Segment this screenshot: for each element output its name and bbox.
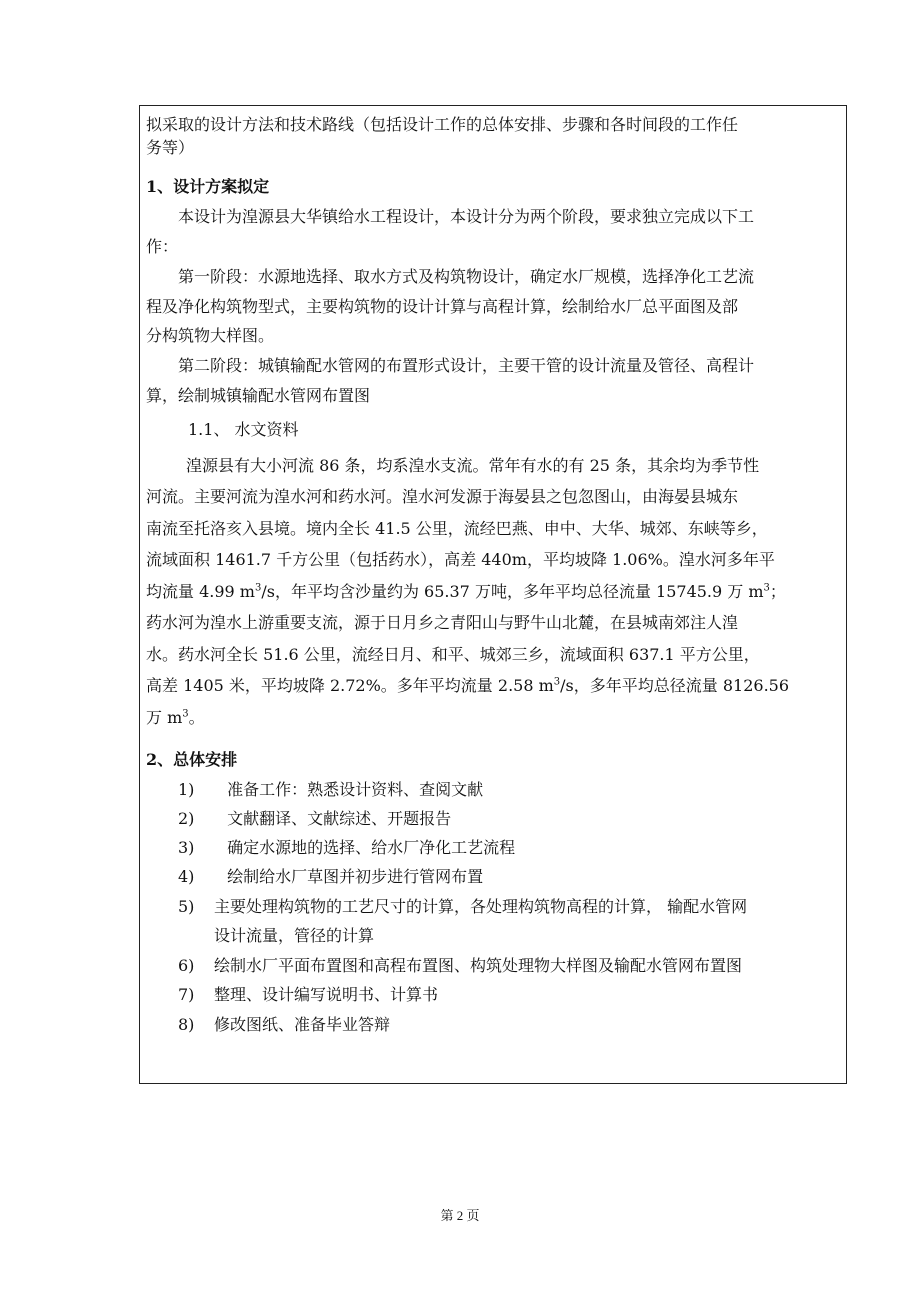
hydro-line-9: 万 $m^3$。 (146, 708, 205, 727)
list-item-5-cont: 设计流量，管径的计算 (214, 926, 375, 945)
hydro-line-7: 水。药水河全长 51.6 公里，流经日月、和平、城郊三乡，流域面积 637.1 平方公里， (146, 645, 760, 664)
intro-line-2: 作： (146, 237, 179, 256)
list-item-5: 5) 主要处理构筑物的工艺尺寸的计算，各处理构筑物高程的计算， 输配水管网 (178, 897, 748, 916)
stage2-line-1: 第二阶段：城镇输配水管网的布置形式设计，主要干管的设计流量及管径、高程计 (178, 356, 755, 375)
stage2-line-2: 算，绘制城镇输配水管网布置图 (146, 386, 371, 405)
list-item-7: 7) 整理、设计编写说明书、计算书 (178, 985, 439, 1004)
list-item-8: 8) 修改图纸、准备毕业答辩 (178, 1015, 391, 1034)
hydro-line-5: 均流量 4.99 $m^3/s$，年平均含沙量约为 65.37 万吨，多年平均总径流量 15745.9 万 $m^3$； (146, 582, 786, 601)
list-item-2: 2) 文献翻译、文献综述、开题报告 (178, 809, 452, 828)
intro-line-1: 本设计为湟源县大华镇给水工程设计，本设计分为两个阶段，要求独立完成以下工 (178, 207, 755, 226)
list-item-6: 6) 绘制水厂平面布置图和高程布置图、构筑处理物大样图及输配水管网布置图 (178, 956, 743, 975)
hydro-line-8: 高差 1405 米，平均坡降 2.72%。多年平均流量 2.58 $m^3/s$，多年平均总径流量 8126.56 (146, 676, 790, 695)
hydro-line-2: 河流。主要河流为湟水河和药水河。湟水河发源于海晏县之包忽图山，由海晏县城东 (146, 487, 739, 506)
table-header-line-2: 务等） (146, 138, 195, 157)
stage1-line-2: 程及净化构筑物型式，主要构筑物的设计计算与高程计算，绘制给水厂总平面图及部 (146, 297, 739, 316)
hydro-line-4: 流域面积 1461.7 千方公里（包括药水），高差 440m，平均坡降 1.06%。湟水河多年平 (146, 550, 775, 569)
section-2-title: 2、总体安排 (146, 750, 238, 769)
list-item-3: 3) 确定水源地的选择、给水厂净化工艺流程 (178, 838, 516, 857)
stage1-line-3: 分构筑物大样图。 (146, 326, 275, 345)
stage1-line-1: 第一阶段：水源地选择、取水方式及构筑物设计，确定水厂规模，选择净化工艺流 (178, 267, 755, 286)
hydro-line-1: 湟源县有大小河流 86 条，均系湟水支流。常年有水的有 25 条，其余均为季节性 (186, 456, 760, 475)
page-number: 第 2 页 (440, 1208, 480, 1223)
table-header-line-1: 拟采取的设计方法和技术路线（包括设计工作的总体安排、步骤和各时间段的工作任 (146, 115, 739, 134)
list-item-4: 4) 绘制给水厂草图并初步进行管网布置 (178, 867, 484, 886)
section-1-title: 1、设计方案拟定 (146, 177, 270, 196)
hydro-line-6: 药水河为湟水上游重要支流，源于日月乡之青阳山与野牛山北麓，在县城南郊注人湟 (146, 613, 739, 632)
hydro-line-3: 南流至托洛亥入县境。境内全长 41.5 公里，流经巴燕、申中、大华、城郊、东峡等乡， (146, 519, 768, 538)
subsection-title: 1.1、 水文资料 (188, 420, 299, 439)
list-item-1: 1) 准备工作：熟悉设计资料、查阅文献 (178, 780, 484, 799)
